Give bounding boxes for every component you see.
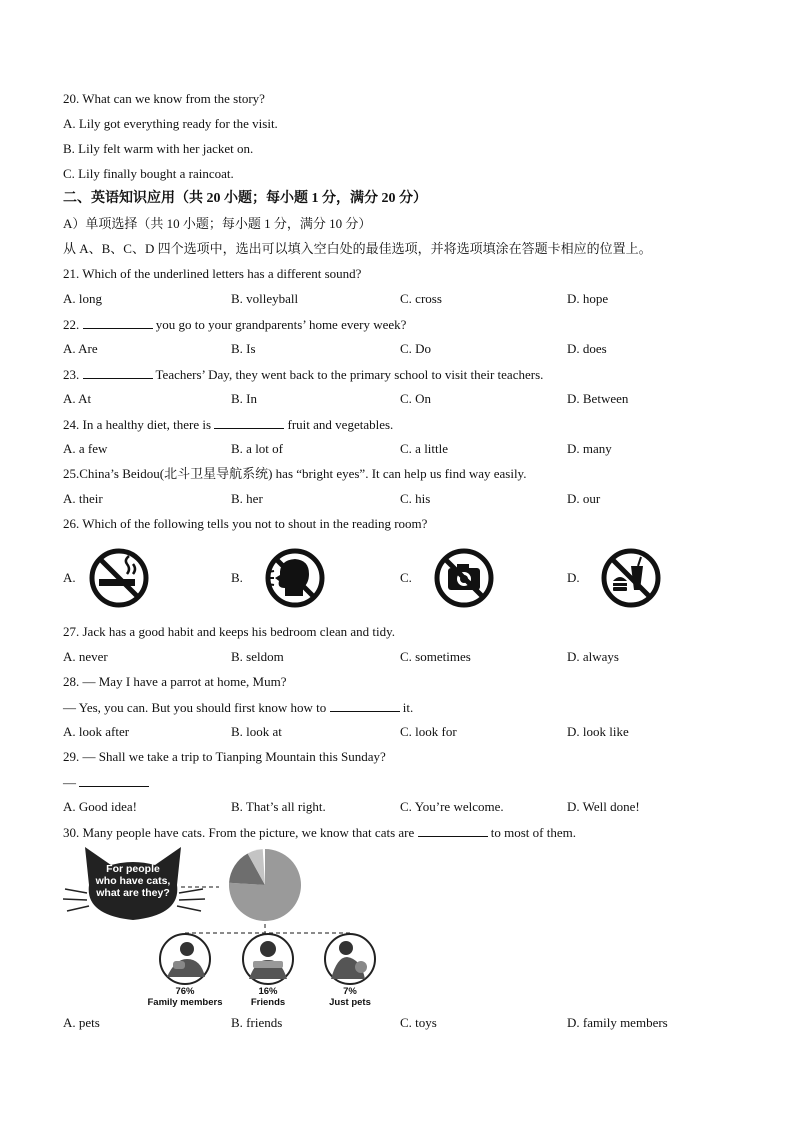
- option-c: C. On: [400, 391, 432, 406]
- option-d: D. hope: [567, 291, 609, 306]
- cat-question-text: For people who have cats, what are they?: [95, 863, 171, 899]
- option-b: B. a lot of: [231, 441, 283, 456]
- section-instruction: 从 A、B、C、D 四个选项中，选出可以填入空白处的最佳选项，并将选项填涂在答题卡相应的位置上。: [63, 241, 652, 256]
- answer-blank: [214, 416, 284, 429]
- answer-blank: [330, 699, 400, 712]
- person-circle-pets: [325, 934, 375, 984]
- option-a: A. never: [63, 649, 108, 664]
- section-heading: 二、英语知识应用（共 20 小题；每小题 1 分，满分 20 分）: [63, 191, 427, 206]
- question-28-line-1: 28. — May I have a parrot at home, Mum?: [63, 674, 287, 689]
- answer-blank: [83, 316, 153, 329]
- option-c: C. look for: [400, 724, 457, 739]
- section-sub-heading: A）单项选择（共 10 小题；每小题 1 分，满分 10 分）: [63, 216, 372, 231]
- question-20-option-c: C. Lily finally bought a raincoat.: [63, 166, 234, 181]
- question-25-options: [63, 491, 763, 507]
- question-20-stem: 20. What can we know from the story?: [63, 91, 265, 106]
- answer-blank: [83, 366, 153, 379]
- option-label: C.: [400, 570, 412, 585]
- person-circle-friends: [243, 934, 293, 984]
- caption-family-members: 76% Family members: [147, 986, 223, 1008]
- question-30-stem: 30. Many people have cats. From the picture, we know that cats are to most of them.: [63, 825, 576, 840]
- question-30-options: [63, 1015, 763, 1031]
- caption-just-pets: 7% Just pets: [329, 986, 371, 1008]
- option-a: A. At: [63, 391, 92, 406]
- pie-chart: [229, 849, 301, 921]
- no-photography-icon: [424, 548, 496, 608]
- option-b: B. That’s all right.: [231, 799, 326, 814]
- question-21-options: [63, 291, 763, 307]
- question-20-option-a: A. Lily got everything ready for the visit.: [63, 116, 278, 131]
- option-a: A. Are: [63, 341, 98, 356]
- option-d: D. always: [567, 649, 619, 664]
- answer-blank: [418, 824, 488, 837]
- option-d: D. Well done!: [567, 799, 640, 814]
- question-21-stem: 21. Which of the underlined letters has a different sound?: [63, 266, 362, 281]
- option-b: B. volleyball: [231, 291, 299, 306]
- option-b: B. look at: [231, 724, 282, 739]
- question-23-stem: 23. Teachers’ Day, they went back to the primary school to visit their teachers.: [63, 367, 544, 382]
- option-a: A. Good idea!: [63, 799, 138, 814]
- option-d: D. many: [567, 441, 612, 456]
- no-smoking-icon: [87, 548, 151, 608]
- option-a: A. long: [63, 291, 102, 306]
- option-c: C. Do: [400, 341, 432, 356]
- option-label: A.: [63, 570, 76, 585]
- question-28-line-2: — Yes, you can. But you should first know how to it.: [63, 700, 414, 715]
- option-b: B. her: [231, 491, 263, 506]
- option-b: B. friends: [231, 1015, 283, 1030]
- no-shouting-icon: [255, 548, 327, 608]
- option-d: D. family members: [567, 1015, 668, 1030]
- question-24-stem: 24. In a healthy diet, there is fruit and vegetables.: [63, 417, 394, 432]
- option-c: C. his: [400, 491, 431, 506]
- option-a: A. a few: [63, 441, 108, 456]
- answer-blank: [79, 774, 149, 787]
- cat-survey-picture: [63, 845, 393, 1007]
- question-29-line-1: 29. — Shall we take a trip to Tianping Mountain this Sunday?: [63, 749, 386, 764]
- question-26-sign-options: [63, 548, 683, 610]
- no-food-drink-icon: [591, 548, 663, 608]
- question-20-option-b: B. Lily felt warm with her jacket on.: [63, 141, 254, 156]
- question-27-stem: 27. Jack has a good habit and keeps his bedroom clean and tidy.: [63, 624, 396, 639]
- option-b: B. Is: [231, 341, 256, 356]
- question-29-line-2: —: [63, 774, 149, 791]
- option-d: D. look like: [567, 724, 629, 739]
- option-b: B. seldom: [231, 649, 284, 664]
- question-26-stem: 26. Which of the following tells you not to shout in the reading room?: [63, 516, 428, 531]
- question-24-options: [63, 441, 763, 457]
- question-25-stem: 25.China’s Beidou(北斗卫星导航系统) has “bright eyes”. It can help us find way easily.: [63, 466, 527, 481]
- option-c: C. cross: [400, 291, 442, 306]
- question-22-options: [63, 341, 763, 357]
- question-27-options: [63, 649, 763, 665]
- option-d: D. our: [567, 491, 601, 506]
- question-28-options: [63, 724, 763, 740]
- option-label: D.: [567, 570, 580, 585]
- option-d: D. does: [567, 341, 607, 356]
- option-c: C. toys: [400, 1015, 437, 1030]
- option-c: C. You’re welcome.: [400, 799, 504, 814]
- option-c: C. sometimes: [400, 649, 471, 664]
- question-22-stem: 22. you go to your grandparents’ home every week?: [63, 317, 407, 332]
- question-23-options: [63, 391, 763, 407]
- option-a: A. pets: [63, 1015, 100, 1030]
- person-circle-family: [160, 934, 210, 984]
- option-a: A. their: [63, 491, 103, 506]
- option-b: B. In: [231, 391, 257, 406]
- option-c: C. a little: [400, 441, 449, 456]
- option-d: D. Between: [567, 391, 629, 406]
- question-29-options: [63, 799, 763, 815]
- caption-friends: 16% Friends: [250, 986, 286, 1008]
- option-label: B.: [231, 570, 243, 585]
- option-a: A. look after: [63, 724, 130, 739]
